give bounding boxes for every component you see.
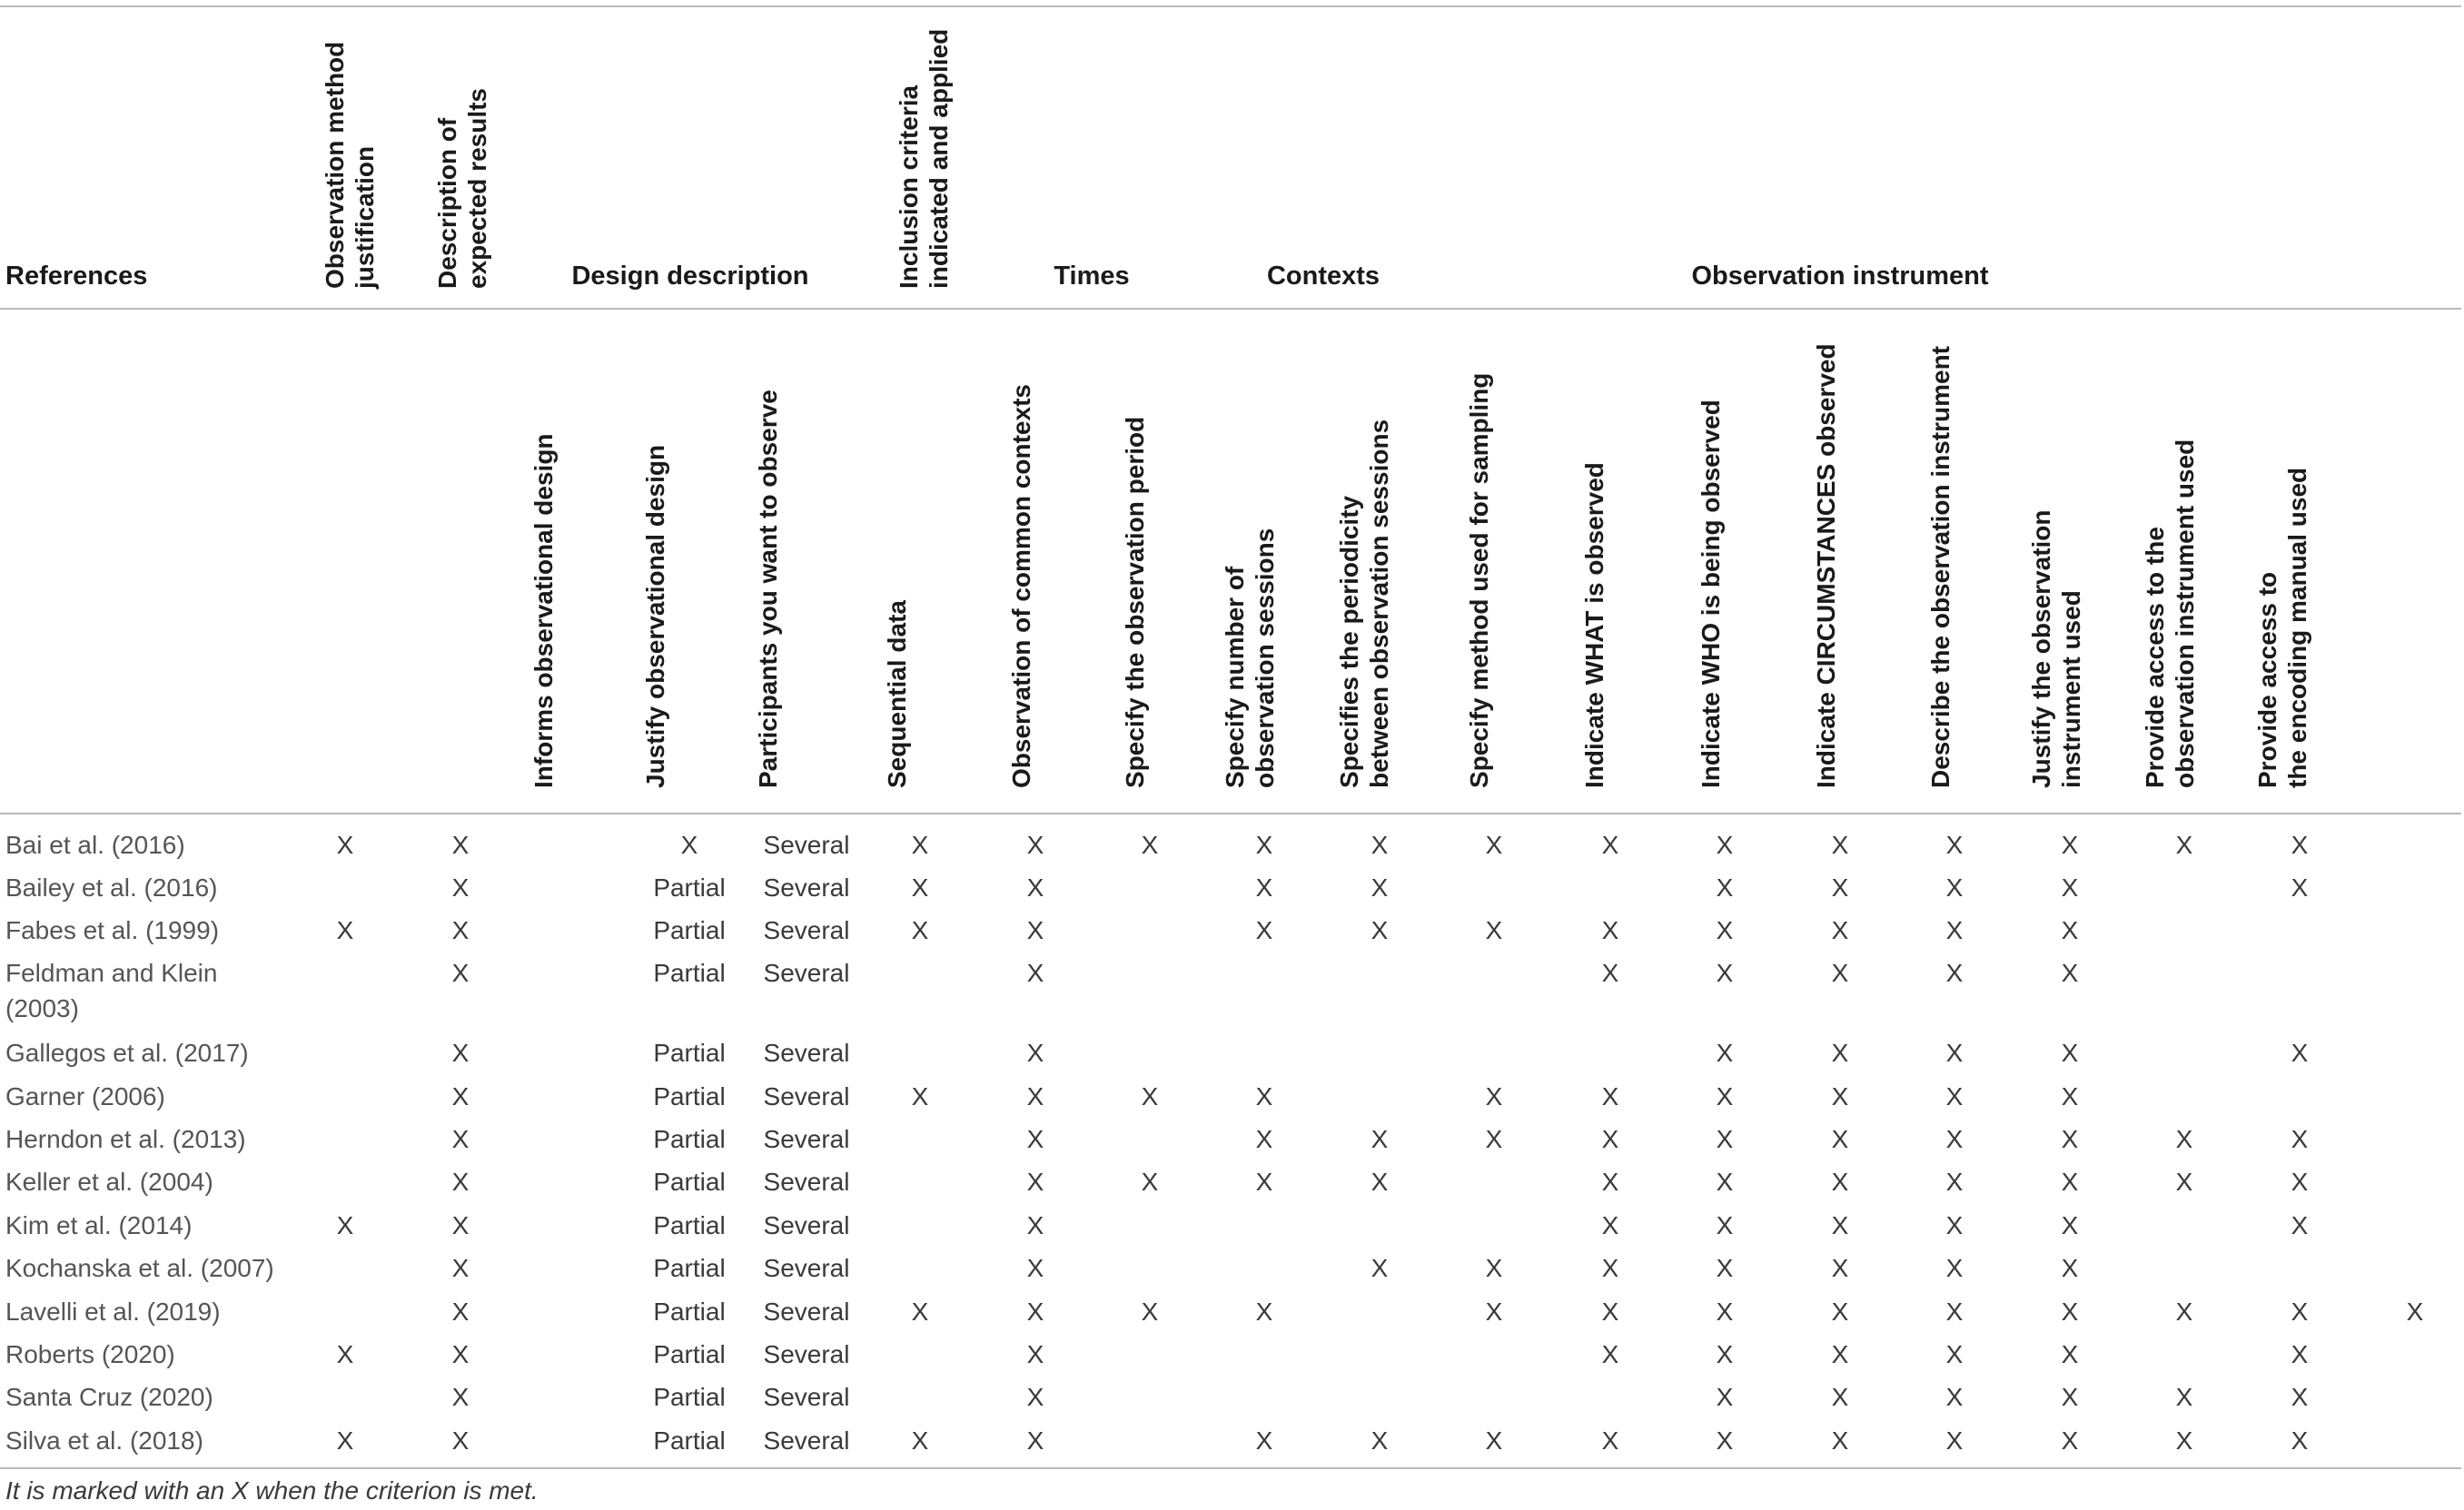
contexts-header: Contexts <box>1266 262 1380 291</box>
criterion-met-mark: X <box>2291 1168 2309 1196</box>
criterion-met-mark: X <box>1485 1125 1503 1153</box>
criterion-met-mark: X <box>1601 916 1619 944</box>
criterion-met-mark: X <box>1485 916 1503 944</box>
subheader-5: Observation of common contexts <box>1006 384 1035 788</box>
inclusion-criteria-header: Inclusion criteria indicated and applied <box>895 28 953 289</box>
criterion-met-mark: X <box>1716 1039 1734 1067</box>
criterion-met-mark: X <box>2291 1125 2309 1153</box>
criterion-met-mark: X <box>451 1383 470 1411</box>
criterion-met-mark: X <box>2175 1383 2193 1411</box>
subheader-13: Describe the observation instrument <box>1925 345 1954 788</box>
table-cell: Partial <box>653 1383 726 1411</box>
criterion-met-mark: X <box>2061 1340 2079 1368</box>
criterion-met-mark: X <box>1945 1211 1964 1239</box>
criterion-met-mark: X <box>911 1426 929 1455</box>
table-cell: Several <box>763 1426 850 1455</box>
criterion-met-mark: X <box>1485 1254 1503 1282</box>
table-cell: Partial <box>653 916 726 944</box>
criterion-met-mark: X <box>2061 1168 2079 1196</box>
criterion-met-mark: X <box>451 1254 470 1282</box>
reference-cell: Herndon et al. (2013) <box>5 1125 246 1153</box>
table-cell: Partial <box>653 1254 726 1282</box>
criterion-met-mark: X <box>1255 1168 1273 1196</box>
criterion-met-mark: X <box>2291 1340 2309 1368</box>
criterion-met-mark: X <box>1945 1298 1964 1326</box>
criterion-met-mark: X <box>1945 916 1964 944</box>
criterion-met-mark: X <box>1945 1168 1964 1196</box>
criterion-met-mark: X <box>2061 1211 2079 1239</box>
observation-method-justification-header: Observation method justification <box>321 41 379 289</box>
criterion-met-mark: X <box>911 831 929 859</box>
criterion-met-mark: X <box>451 1298 470 1326</box>
top-rule <box>0 5 2461 7</box>
criterion-met-mark: X <box>1026 1340 1044 1368</box>
criterion-met-mark: X <box>1371 1125 1389 1153</box>
reference-cell: Santa Cruz (2020) <box>5 1383 213 1411</box>
criterion-met-mark: X <box>2061 1298 2079 1326</box>
criterion-met-mark: X <box>1371 916 1389 944</box>
criterion-met-mark: X <box>1026 1426 1044 1455</box>
subheader-4: Sequential data <box>882 600 911 788</box>
criterion-met-mark: X <box>1371 1254 1389 1282</box>
criterion-met-mark: X <box>2175 831 2193 859</box>
reference-cell: Lavelli et al. (2019) <box>5 1298 221 1326</box>
table-cell: Several <box>763 873 850 902</box>
table-cell: Several <box>763 1168 850 1196</box>
table-cell: Partial <box>653 959 726 987</box>
table-cell: Several <box>763 1254 850 1282</box>
criterion-met-mark: X <box>2291 1039 2309 1067</box>
criterion-met-mark: X <box>1945 1383 1964 1411</box>
criterion-met-mark: X <box>1141 831 1159 859</box>
table-cell: Partial <box>653 1211 726 1239</box>
header-rule <box>0 308 2461 310</box>
criterion-met-mark: X <box>336 1211 354 1239</box>
subheader-7: Specify number of observation sessions <box>1221 528 1279 788</box>
reference-cell: Garner (2006) <box>5 1082 165 1110</box>
criterion-met-mark: X <box>1831 959 1849 987</box>
criterion-met-mark: X <box>1026 1211 1044 1239</box>
subheader-8: Specifies the periodicity between observation sessions <box>1335 419 1393 788</box>
criterion-met-mark: X <box>1371 831 1389 859</box>
criterion-met-mark: X <box>1255 831 1273 859</box>
criterion-met-mark: X <box>1141 1298 1159 1326</box>
criterion-met-mark: X <box>1716 916 1734 944</box>
criterion-met-mark: X <box>2175 1426 2193 1455</box>
criterion-met-mark: X <box>1716 1082 1734 1110</box>
criterion-met-mark: X <box>1945 1082 1964 1110</box>
criterion-met-mark: X <box>2291 831 2309 859</box>
criterion-met-mark: X <box>1255 1426 1273 1455</box>
subheader-11: Indicate WHO is being observed <box>1696 400 1725 788</box>
criterion-met-mark: X <box>2061 1426 2079 1455</box>
table-cell: Several <box>763 1383 850 1411</box>
table-cell: Several <box>763 831 850 859</box>
criterion-met-mark: X <box>911 1298 929 1326</box>
subheader-14: Justify the observation instrument used <box>2027 509 2085 788</box>
criterion-met-mark: X <box>1945 959 1964 987</box>
times-header: Times <box>1054 262 1130 291</box>
design-description-header: Design description <box>571 262 809 291</box>
criterion-met-mark: X <box>2061 1383 2079 1411</box>
criterion-met-mark: X <box>1255 1082 1273 1110</box>
criterion-met-mark: X <box>1831 873 1849 902</box>
subheader-10: Indicate WHAT is observed <box>1579 462 1608 788</box>
criterion-met-mark: X <box>1601 1426 1619 1455</box>
criterion-met-mark: X <box>1255 873 1273 902</box>
criterion-met-mark: X <box>1831 1254 1849 1282</box>
table-cell: Several <box>763 1298 850 1326</box>
criterion-met-mark: X <box>2291 1298 2309 1326</box>
reference-cell: Bailey et al. (2016) <box>5 873 218 902</box>
criterion-met-mark: X <box>1945 1039 1964 1067</box>
criterion-met-mark: X <box>2061 873 2079 902</box>
subheader-1: Informs observational design <box>529 433 558 788</box>
criterion-met-mark: X <box>1485 831 1503 859</box>
criterion-met-mark: X <box>1485 1426 1503 1455</box>
criterion-met-mark: X <box>1371 1426 1389 1455</box>
criterion-met-mark: X <box>1831 1082 1849 1110</box>
criterion-met-mark: X <box>1371 1168 1389 1196</box>
observation-instrument-header: Observation instrument <box>1691 262 1989 291</box>
criterion-met-mark: X <box>1026 831 1044 859</box>
criterion-met-mark: X <box>1601 1340 1619 1368</box>
reference-cell: Roberts (2020) <box>5 1340 175 1368</box>
criterion-met-mark: X <box>1831 1383 1849 1411</box>
criterion-met-mark: X <box>1601 1082 1619 1110</box>
table-cell: Partial <box>653 1125 726 1153</box>
criterion-met-mark: X <box>1945 1340 1964 1368</box>
table-cell: Several <box>763 959 850 987</box>
description-expected-results-header: Description of expected results <box>433 88 491 289</box>
criterion-met-mark: X <box>1485 1082 1503 1110</box>
table-cell: Partial <box>653 1298 726 1326</box>
criterion-met-mark: X <box>451 1426 470 1455</box>
criterion-met-mark: X <box>1026 959 1044 987</box>
table-cell: Several <box>763 1340 850 1368</box>
criterion-met-mark: X <box>2406 1298 2424 1326</box>
criterion-met-mark: X <box>2175 1125 2193 1153</box>
criterion-met-mark: X <box>451 873 470 902</box>
criterion-met-mark: X <box>1716 1254 1734 1282</box>
criterion-met-mark: X <box>2291 1211 2309 1239</box>
reference-cell: Bai et al. (2016) <box>5 831 185 859</box>
criterion-met-mark: X <box>2061 1125 2079 1153</box>
criterion-met-mark: X <box>451 1340 470 1368</box>
criterion-met-mark: X <box>1831 1340 1849 1368</box>
table-cell: Several <box>763 1211 850 1239</box>
criterion-met-mark: X <box>1141 1168 1159 1196</box>
criterion-met-mark: X <box>1601 831 1619 859</box>
criterion-met-mark: X <box>1945 873 1964 902</box>
criterion-met-mark: X <box>1026 1168 1044 1196</box>
criterion-met-mark: X <box>336 1426 354 1455</box>
criterion-met-mark: X <box>2175 1168 2193 1196</box>
subheader-6: Specify the observation period <box>1120 416 1149 788</box>
criterion-met-mark: X <box>1141 1082 1159 1110</box>
criterion-met-mark: X <box>1601 1254 1619 1282</box>
criterion-met-mark: X <box>1945 831 1964 859</box>
criterion-met-mark: X <box>911 916 929 944</box>
criterion-met-mark: X <box>1831 1211 1849 1239</box>
table-cell: Several <box>763 1125 850 1153</box>
criterion-met-mark: X <box>1026 1039 1044 1067</box>
criterion-met-mark: X <box>2061 1039 2079 1067</box>
criterion-met-mark: X <box>1716 1426 1734 1455</box>
table-cell: Partial <box>653 1168 726 1196</box>
criterion-met-mark: X <box>336 1340 354 1368</box>
subheader-15: Provide access to the observation instrument used <box>2141 439 2199 788</box>
criterion-met-mark: X <box>451 1211 470 1239</box>
reference-cell: Silva et al. (2018) <box>5 1426 203 1455</box>
table-cell: Partial <box>653 873 726 902</box>
criterion-met-mark: X <box>2061 1254 2079 1282</box>
subheader-16: Provide access to the encoding manual used <box>2253 467 2311 788</box>
criterion-met-mark: X <box>2061 1082 2079 1110</box>
criterion-met-mark: X <box>451 959 470 987</box>
criterion-met-mark: X <box>1255 1298 1273 1326</box>
criterion-met-mark: X <box>1831 1039 1849 1067</box>
criterion-met-mark: X <box>1601 1211 1619 1239</box>
criterion-met-mark: X <box>451 1039 470 1067</box>
criterion-met-mark: X <box>911 1082 929 1110</box>
criterion-met-mark: X <box>1255 916 1273 944</box>
criterion-met-mark: X <box>1831 1426 1849 1455</box>
criterion-met-mark: X <box>1716 831 1734 859</box>
subheader-12: Indicate CIRCUMSTANCES observed <box>1811 343 1840 788</box>
criterion-met-mark: X <box>2291 1426 2309 1455</box>
criterion-met-mark: X <box>2061 916 2079 944</box>
criterion-met-mark: X <box>1026 1254 1044 1282</box>
criterion-met-mark: X <box>1485 1298 1503 1326</box>
criterion-met-mark: X <box>1716 1125 1734 1153</box>
criterion-met-mark: X <box>1601 1298 1619 1326</box>
criterion-met-mark: X <box>1716 959 1734 987</box>
criterion-met-mark: X <box>1026 1125 1044 1153</box>
subheader-2: Justify observational design <box>640 444 669 788</box>
criterion-met-mark: X <box>1831 916 1849 944</box>
criterion-met-mark: X <box>1026 1383 1044 1411</box>
table-cell: Partial <box>653 1340 726 1368</box>
criterion-met-mark: X <box>2175 1298 2193 1326</box>
subheader-9: Specify method used for sampling <box>1464 372 1493 788</box>
criterion-met-mark: X <box>1831 1298 1849 1326</box>
criterion-met-mark: X <box>1716 873 1734 902</box>
criterion-met-mark: X <box>1945 1254 1964 1282</box>
criterion-met-mark: X <box>2061 959 2079 987</box>
criterion-met-mark: X <box>451 1082 470 1110</box>
criterion-met-mark: X <box>1371 873 1389 902</box>
criterion-met-mark: X <box>451 1168 470 1196</box>
reference-cell: Fabes et al. (1999) <box>5 916 220 944</box>
criterion-met-mark: X <box>451 916 470 944</box>
reference-cell: Keller et al. (2004) <box>5 1168 213 1196</box>
references-header: References <box>5 262 148 291</box>
criterion-met-mark: X <box>451 831 470 859</box>
criterion-met-mark: X <box>1255 1125 1273 1153</box>
criterion-met-mark: X <box>1716 1211 1734 1239</box>
criterion-met-mark: X <box>1026 916 1044 944</box>
table-cell: Partial <box>653 1426 726 1455</box>
criterion-met-mark: X <box>911 873 929 902</box>
criterion-met-mark: X <box>1945 1125 1964 1153</box>
criterion-met-mark: X <box>2291 873 2309 902</box>
criterion-met-mark: X <box>1601 959 1619 987</box>
criterion-met-mark: X <box>336 916 354 944</box>
subheader-rule <box>0 813 2461 814</box>
table-cell: Several <box>763 1082 850 1110</box>
subheader-3: Participants you want to observe <box>753 390 782 788</box>
criterion-met-mark: X <box>1026 873 1044 902</box>
criterion-met-mark: X <box>1831 1125 1849 1153</box>
criterion-met-mark: X <box>1716 1168 1734 1196</box>
criterion-met-mark: X <box>1945 1426 1964 1455</box>
reference-cell: Gallegos et al. (2017) <box>5 1039 249 1067</box>
reference-cell: Kim et al. (2014) <box>5 1211 193 1239</box>
reference-cell: Feldman and Klein (2003) <box>5 959 218 1022</box>
criterion-met-mark: X <box>1831 831 1849 859</box>
criterion-met-mark: X <box>680 831 698 859</box>
reference-cell: Kochanska et al. (2007) <box>5 1254 274 1282</box>
criterion-met-mark: X <box>1601 1125 1619 1153</box>
table-cell: Several <box>763 916 850 944</box>
table-cell: Partial <box>653 1082 726 1110</box>
criterion-met-mark: X <box>336 831 354 859</box>
criterion-met-mark: X <box>1026 1082 1044 1110</box>
criterion-met-mark: X <box>1716 1383 1734 1411</box>
criterion-met-mark: X <box>1831 1168 1849 1196</box>
criterion-met-mark: X <box>451 1125 470 1153</box>
criterion-met-mark: X <box>1026 1298 1044 1326</box>
criterion-met-mark: X <box>2291 1383 2309 1411</box>
footnote: It is marked with an X when the criterion is met. <box>5 1476 539 1505</box>
criterion-met-mark: X <box>1601 1168 1619 1196</box>
bottom-rule <box>0 1467 2461 1469</box>
criterion-met-mark: X <box>2061 831 2079 859</box>
criterion-met-mark: X <box>1716 1298 1734 1326</box>
table-cell: Several <box>763 1039 850 1067</box>
criterion-met-mark: X <box>1716 1340 1734 1368</box>
table-cell: Partial <box>653 1039 726 1067</box>
